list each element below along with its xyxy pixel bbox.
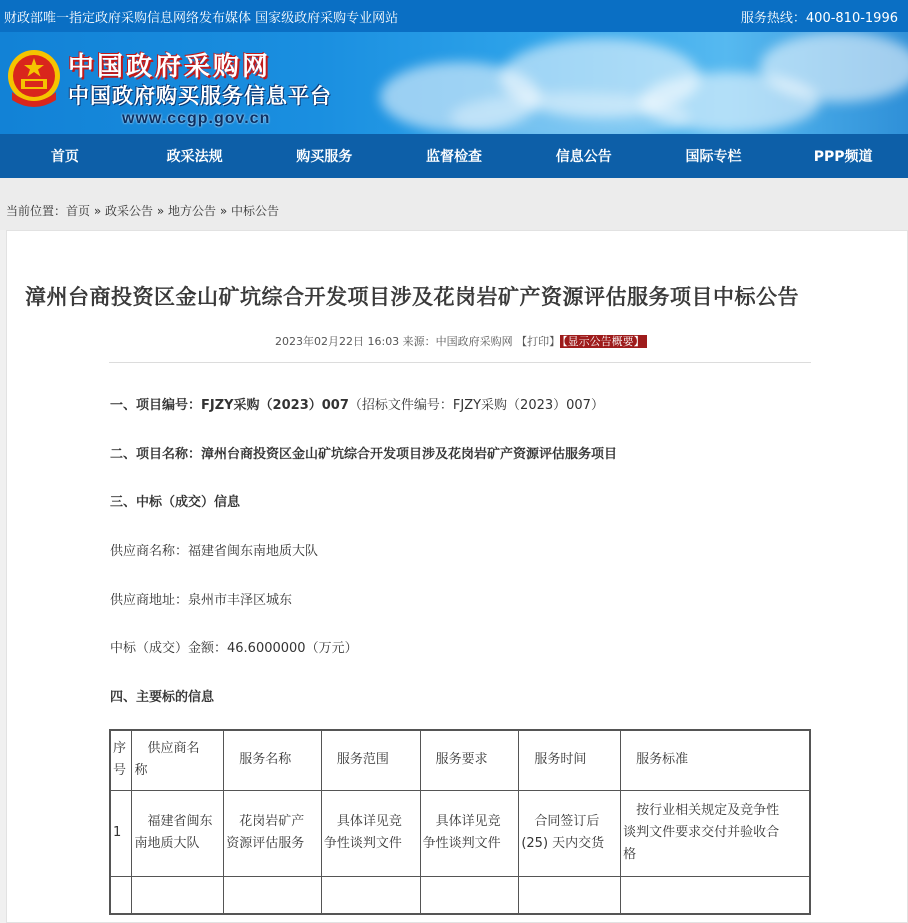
supplier-address: 供应商地址：泉州市丰泽区城东 [110, 593, 293, 608]
site-name-secondary[interactable]: 中国政府购买服务信息平台 [68, 84, 332, 108]
show-summary-button[interactable]: 【显示公告概要】 [562, 335, 645, 348]
table-header-cell [420, 730, 519, 790]
table-row-empty [110, 876, 810, 914]
project-name: 二、项目名称：漳州台商投资区金山矿坑综合开发项目涉及花岗岩矿产资源评估服务项目 [110, 447, 618, 462]
table-cell [420, 790, 519, 876]
section-award-info: 三、中标（成交）信息 [110, 495, 241, 510]
cell-text-line: 争性谈判文件 [422, 836, 501, 851]
table-header-row [110, 730, 810, 790]
cell-text-line: 服务时间 [521, 752, 587, 768]
main-items-table [109, 729, 811, 915]
breadcrumb-award[interactable]: 中标公告 [231, 204, 280, 218]
cell-text-line: 具体详见竞 [323, 814, 402, 829]
supplier-name: 供应商名称：福建省闽东南地质大队 [110, 544, 319, 559]
site-slogan: 财政部唯一指定政府采购信息网络发布媒体 国家级政府采购专业网站 [4, 10, 399, 26]
cell-text-line: 资源评估服务 [226, 836, 305, 851]
cell-text-line: 号 [113, 763, 127, 779]
nav-international[interactable]: 国际专栏 [685, 149, 742, 165]
table-cell [110, 790, 132, 876]
award-amount: 中标（成交）金额：46.6000000（万元） [110, 641, 358, 656]
nav-supervision[interactable]: 监督检查 [426, 149, 483, 165]
table-cell [132, 790, 224, 876]
cell-text-line: 谈判文件要求交付并验收合 [623, 825, 780, 840]
breadcrumb-prefix: 当前位置： [6, 204, 67, 218]
cell-text-line: 称 [134, 763, 148, 779]
service-hotline: 服务热线：400-810-1996 [740, 10, 898, 26]
cell-text-line: 格 [623, 847, 637, 862]
table-header-cell [132, 730, 224, 790]
article-panel [6, 230, 908, 923]
article-meta-text: 2023年02月22日 16:03 来源：中国政府采购网 【打印】 [275, 335, 561, 348]
cell-text-line: 花岗岩矿产 [226, 814, 305, 829]
nav-home[interactable]: 首页 [50, 149, 79, 165]
cell-text-line: 福建省闽东 [134, 814, 213, 829]
cell-text-line: 服务范围 [323, 752, 389, 768]
table-cell [519, 790, 621, 876]
breadcrumb-gov-procurement[interactable]: 政采公告 [105, 204, 154, 218]
site-banner [0, 32, 908, 134]
tender-doc-number: （招标文件编号：FJZY采购（2023）007） [348, 398, 604, 413]
table-header-cell [519, 730, 621, 790]
main-nav [0, 134, 908, 178]
table-row [110, 790, 810, 876]
table-header-cell [621, 730, 810, 790]
cell-text-line: 1 [113, 825, 122, 840]
nav-ppp[interactable]: PPP频道 [813, 149, 873, 165]
nav-purchase-services[interactable]: 购买服务 [296, 149, 353, 165]
section-main-items: 四、主要标的信息 [110, 690, 215, 705]
cell-text-line: 供应商名 [134, 741, 200, 757]
cell-text-line: 南地质大队 [134, 836, 200, 851]
table-cell [621, 790, 810, 876]
top-info-bar [0, 0, 908, 32]
project-number [110, 394, 604, 413]
cell-text-line: 具体详见竞 [422, 814, 501, 829]
table-header-cell [110, 730, 132, 790]
table-header-cell [321, 730, 420, 790]
cell-text-line: 服务要求 [422, 752, 488, 768]
article-meta [275, 333, 647, 349]
cell-text-line: 服务名称 [226, 752, 292, 768]
cell-text-line: 按行业相关规定及竞争性 [623, 803, 780, 818]
cell-text-line: 序 [113, 741, 127, 757]
breadcrumb-local[interactable]: 地方公告 [168, 204, 217, 218]
breadcrumb: 当前位置：首页 » 政采公告 » 地方公告 » 中标公告 [0, 178, 908, 230]
cell-text-line: 争性谈判文件 [323, 836, 402, 851]
table-cell [321, 790, 420, 876]
table-header-cell [224, 730, 322, 790]
national-emblem-icon[interactable] [6, 48, 62, 110]
article-title: 漳州台商投资区金山矿坑综合开发项目涉及花岗岩矿产资源评估服务项目中标公告 [25, 285, 799, 309]
cell-text-line: 服务标准 [623, 752, 689, 768]
cell-text-line: 合同签订后 [521, 814, 600, 829]
site-url[interactable]: www.ccgp.gov.cn [122, 110, 271, 127]
site-name-primary[interactable]: 中国政府采购网 [68, 52, 272, 82]
nav-announcements[interactable]: 信息公告 [555, 149, 612, 165]
table-cell [224, 790, 322, 876]
breadcrumb-home[interactable]: 首页 [66, 204, 91, 218]
cell-text-line: (25) 天内交货 [521, 836, 605, 851]
nav-regulations[interactable]: 政采法规 [166, 149, 223, 165]
project-number-label: 一、项目编号：FJZY采购（2023）007 [110, 398, 349, 413]
title-divider [109, 362, 811, 363]
